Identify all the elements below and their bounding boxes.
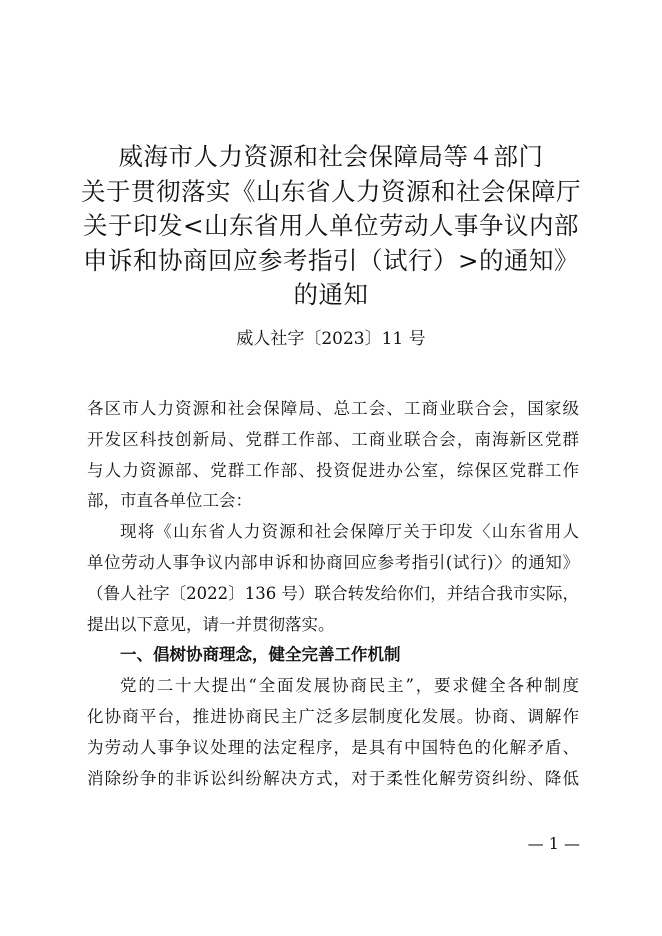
intro-line: 单位劳动人事争议内部申诉和协商回应参考指引(试行)〉的通知》 <box>87 552 579 572</box>
intro-line: 提出以下意见，请一并贯彻落实。 <box>87 614 335 634</box>
section-line: 化协商平台，推进协商民主广泛多层制度化发展。协商、调解作 <box>87 706 579 726</box>
section-line: 为劳动人事争议处理的法定程序，是具有中国特色的化解矛盾、 <box>87 737 579 757</box>
document-body <box>87 394 579 794</box>
document-number: 威人社字〔2023〕11 号 <box>236 329 426 349</box>
document-title <box>0 140 662 313</box>
section-line: 党的二十大提出“全面发展协商民主”，要求健全各种制度 <box>120 676 579 696</box>
addressee-line: 与人力资源部、党群工作部、投资促进办公室，综保区党群工作 <box>87 460 579 480</box>
section-line: 消除纷争的非诉讼纠纷解决方式，对于柔性化解劳资纠纷、降低 <box>87 768 579 788</box>
title-line: 的通知 <box>293 280 369 309</box>
addressee-line: 各区市人力资源和社会保障局、总工会、工商业联合会，国家级 <box>87 399 579 418</box>
addressee-line: 开发区科技创新局、党群工作部、工商业联合会，南海新区党群 <box>87 429 579 449</box>
section-heading: 一、倡树协商理念，健全完善工作机制 <box>120 645 401 665</box>
title-line: 申诉和协商回应参考指引（试行）>的通知》 <box>82 245 580 275</box>
intro-line: 现将《山东省人力资源和社会保障厅关于印发〈山东省用人 <box>120 522 579 542</box>
intro-line: （鲁人社字〔2022〕136 号）联合转发给你们，并结合我市实际， <box>87 583 579 603</box>
page-number: — 1 — <box>527 834 580 853</box>
title-line: 关于贯彻落实《山东省人力资源和社会保障厅 <box>81 176 581 206</box>
title-line: 威海市人力资源和社会保障局等４部门 <box>118 142 544 171</box>
addressee-line: 部，市直各单位工会： <box>87 491 252 511</box>
title-line: 关于印发<山东省用人单位劳动人事争议内部 <box>82 211 580 240</box>
